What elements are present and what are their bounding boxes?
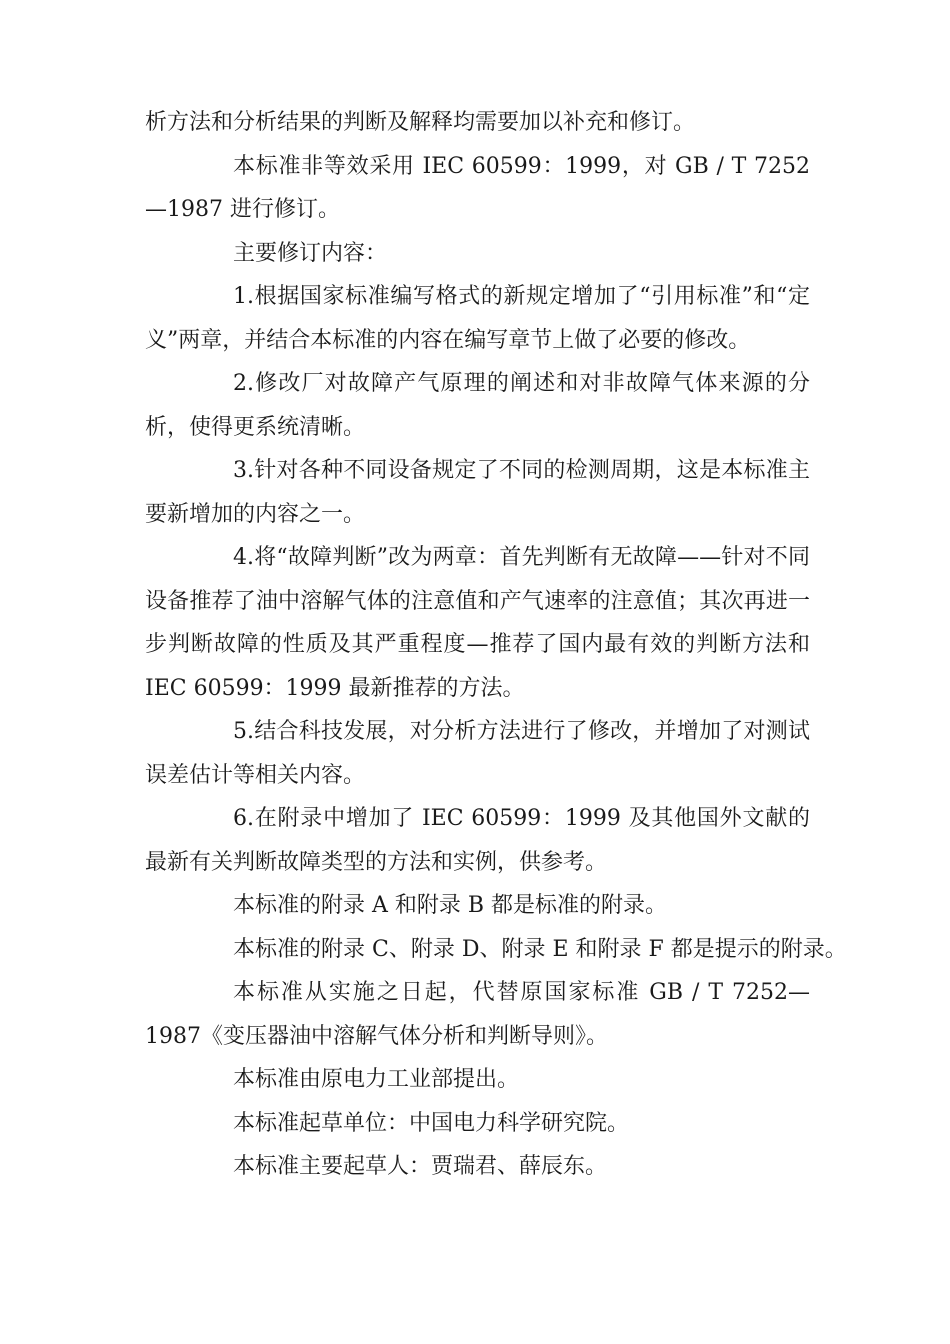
revision-item-1: 1.根据国家标准编写格式的新规定增加了“引用标准”和“定义”两章，并结合本标准的内容在编写章节上做了必要的修改。	[145, 284, 810, 353]
revision-item-2: 2.修改厂对故障产气原理的阐述和对非故障气体来源的分析，使得更系统清晰。	[145, 371, 810, 440]
paragraph-replacement: 本标准从实施之日起，代替原国家标准 GB / T 7252—1987《变压器油中溶解气体分析和判断导则》。	[145, 980, 810, 1049]
revision-item-6: 6.在附录中增加了 IEC 60599：1999 及其他国外文献的最新有关判断故障类型的方法和实例，供参考。	[145, 806, 810, 875]
revision-item-4: 4.将“故障判断”改为两章：首先判断有无故障——针对不同设备推荐了油中溶解气体的注意值和产气速率的注意值；其次再进一步判断故障的性质及其严重程度—推荐了国内最有效的判断方法和 IEC 60599：1999 最新推荐的方法。	[145, 545, 810, 701]
paragraph-appendix-normative: 本标准的附录 A 和附录 B 都是标准的附录。	[233, 893, 668, 918]
paragraph-proposer: 本标准由原电力工业部提出。	[233, 1067, 520, 1092]
document-body	[145, 101, 847, 1189]
paragraph-continuation: 析方法和分析结果的判断及解释均需要加以补充和修订。	[145, 110, 696, 135]
revision-item-3: 3.针对各种不同设备规定了不同的检测周期，这是本标准主要新增加的内容之一。	[145, 458, 810, 527]
paragraph-drafting-unit: 本标准起草单位：中国电力科学研究院。	[233, 1110, 630, 1136]
paragraph-adoption-statement: 本标准非等效采用 IEC 60599：1999，对 GB / T 7252—1987 进行修订。	[145, 153, 810, 222]
paragraph-drafters: 本标准主要起草人：贾瑞君、薛辰东。	[233, 1154, 608, 1179]
revision-item-5: 5.结合科技发展，对分析方法进行了修改，并增加了对测试误差估计等相关内容。	[145, 719, 810, 788]
paragraph-appendix-informative: 本标准的附录 C、附录 D、附录 E 和附录 F 都是提示的附录。	[233, 936, 847, 962]
paragraph-revision-heading: 主要修订内容：	[233, 240, 388, 266]
